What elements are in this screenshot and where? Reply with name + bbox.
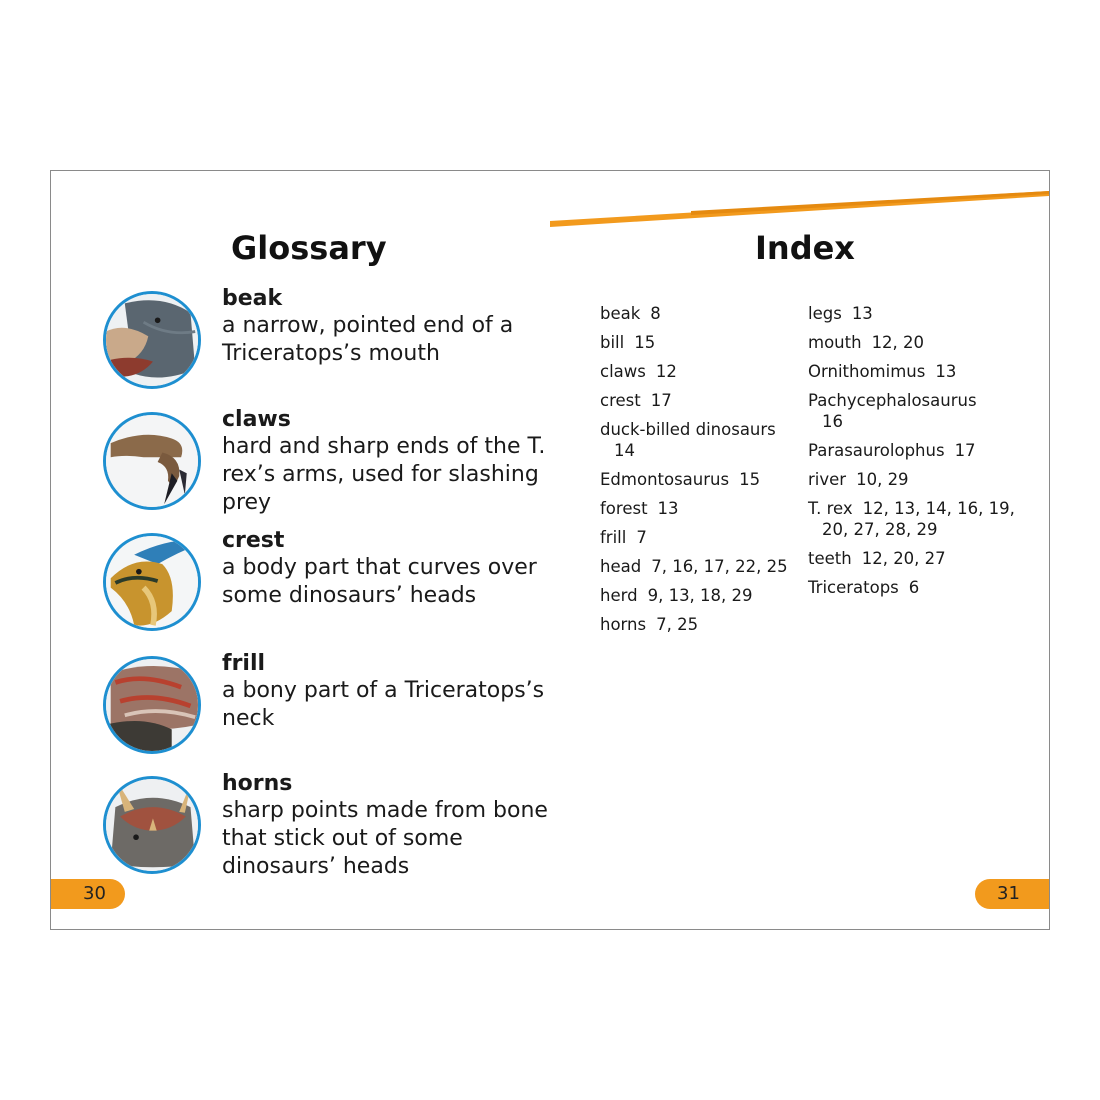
index-term: river	[808, 470, 847, 489]
index-pages: 10, 29	[856, 470, 909, 489]
index-pages: 8	[650, 304, 661, 323]
glossary-title: Glossary	[231, 229, 387, 267]
index-term: forest	[600, 499, 648, 518]
index-entry	[600, 585, 800, 606]
index-term: head	[600, 557, 642, 576]
index-term: frill	[600, 528, 627, 547]
index-term: Pachycephalosaurus	[808, 391, 977, 410]
index-pages: 12, 20	[871, 333, 925, 352]
index-column-2	[808, 303, 1018, 606]
glossary-entry-text	[222, 650, 562, 733]
index-entry	[600, 361, 800, 382]
index-pages: 12	[655, 362, 677, 381]
index-term: Parasaurolophus	[808, 441, 945, 460]
index-entry	[600, 332, 800, 353]
glossary-definition: hard and sharp ends of the T. rex’s arms, used for slashing prey	[222, 434, 546, 515]
index-pages: 13	[657, 499, 679, 518]
dinosaur-claws-photo	[103, 412, 201, 510]
index-pages: 9, 13, 18, 29	[647, 586, 753, 605]
index-term: teeth	[808, 549, 852, 568]
index-pages: 15	[739, 470, 761, 489]
index-term: bill	[600, 333, 625, 352]
index-entry	[808, 548, 1018, 569]
index-term: horns	[600, 615, 647, 634]
glossary-term: crest	[222, 528, 285, 553]
orange-accent-stripe	[51, 171, 1049, 231]
glossary-definition: a narrow, pointed end of a Triceratops’s mouth	[222, 313, 514, 366]
index-pages: 15	[634, 333, 656, 352]
index-term: mouth	[808, 333, 862, 352]
index-entry	[600, 469, 800, 490]
index-term: herd	[600, 586, 638, 605]
index-entry	[600, 498, 800, 519]
index-pages: 7, 16, 17, 22, 25	[651, 557, 788, 576]
page-number-right: 31	[975, 879, 1049, 909]
dinosaur-crest-photo	[103, 533, 201, 631]
index-entry	[808, 332, 1018, 353]
index-pages: 17	[650, 391, 672, 410]
glossary-term: frill	[222, 651, 266, 676]
index-pages: 12, 13, 14, 16, 19, 20, 27, 28, 29	[822, 499, 1015, 539]
dinosaur-horns-photo	[103, 776, 201, 874]
index-pages: 14	[614, 441, 635, 460]
index-term: crest	[600, 391, 641, 410]
index-entry	[600, 303, 800, 324]
index-entry	[808, 361, 1018, 382]
index-entry	[808, 577, 1018, 598]
index-term: legs	[808, 304, 842, 323]
page-number-left: 30	[51, 879, 125, 909]
index-entry	[600, 614, 800, 635]
glossary-term: claws	[222, 407, 291, 432]
glossary-entry-text	[222, 285, 562, 368]
index-pages: 16	[822, 412, 843, 431]
index-pages: 17	[954, 441, 976, 460]
index-entry	[600, 527, 800, 548]
index-pages: 13	[851, 304, 873, 323]
index-column-1	[600, 303, 800, 643]
glossary-term: horns	[222, 771, 293, 796]
glossary-definition: sharp points made from bone that stick out of some dinosaurs’ heads	[222, 798, 548, 879]
glossary-definition: a bony part of a Triceratops’s neck	[222, 678, 545, 731]
glossary-term: beak	[222, 286, 283, 311]
index-term: T. rex	[808, 499, 853, 518]
glossary-entry-text	[222, 770, 562, 881]
index-pages: 13	[935, 362, 957, 381]
book-spread	[50, 170, 1050, 930]
index-term: Edmontosaurus	[600, 470, 730, 489]
glossary-entry-text	[222, 406, 562, 517]
index-term: duck-billed dinosaurs	[600, 420, 776, 439]
index-entry	[600, 390, 800, 411]
index-term: Triceratops	[808, 578, 899, 597]
index-entry	[600, 556, 800, 577]
index-entry	[808, 498, 1018, 540]
index-term: Ornithomimus	[808, 362, 926, 381]
index-pages: 6	[908, 578, 920, 597]
index-term: beak	[600, 304, 641, 323]
index-pages: 7, 25	[656, 615, 699, 634]
index-pages: 7	[636, 528, 647, 547]
dinosaur-beak-photo	[103, 291, 201, 389]
glossary-definition: a body part that curves over some dinosaurs’ heads	[222, 555, 537, 608]
index-pages: 12, 20, 27	[861, 549, 946, 568]
dinosaur-frill-photo	[103, 656, 201, 754]
index-entry	[808, 390, 1018, 432]
index-term: claws	[600, 362, 646, 381]
index-entry	[808, 303, 1018, 324]
index-entry	[808, 469, 1018, 490]
glossary-entry-text	[222, 527, 562, 610]
index-entry	[600, 419, 800, 461]
index-entry	[808, 440, 1018, 461]
index-title: Index	[755, 229, 855, 267]
